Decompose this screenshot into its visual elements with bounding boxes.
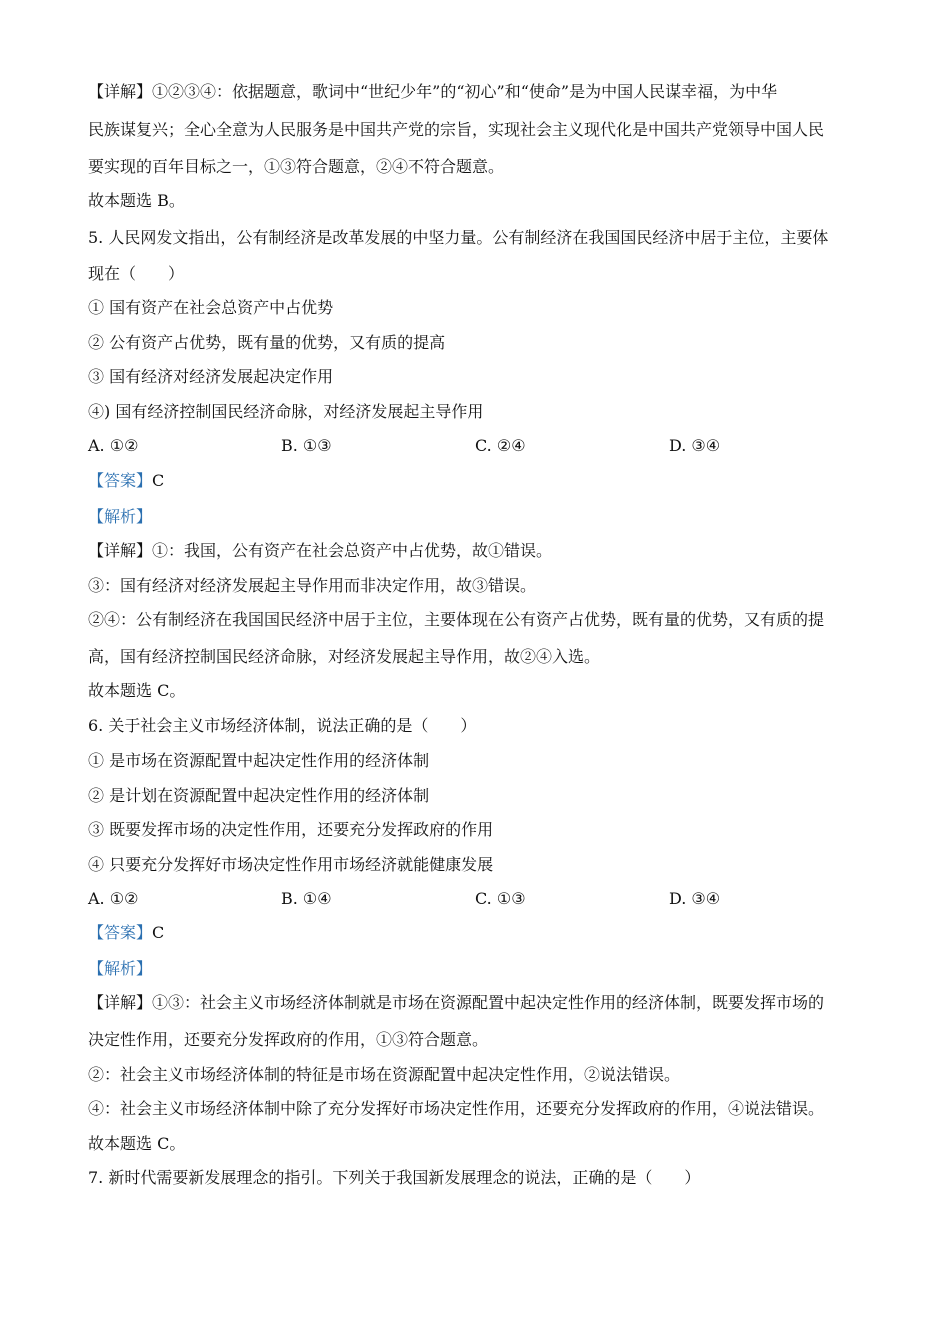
question-6-statement-4: ④ 只要充分发挥好市场决定性作用市场经济就能健康发展 xyxy=(88,855,494,874)
answer-tag: 【答案】 xyxy=(88,471,153,490)
question-5-option-c: C. ②④ xyxy=(475,436,526,455)
conclusion-q4: 故本题选 B。 xyxy=(88,191,185,210)
conclusion-q6: 故本题选 C。 xyxy=(88,1134,186,1153)
question-5-detail-line-4: 高，国有经济控制国民经济命脉，对经济发展起主导作用，故②④入选。 xyxy=(88,647,601,666)
question-5-detail-line-1: 【详解】①：我国，公有资产在社会总资产中占优势，故①错误。 xyxy=(88,541,553,560)
question-5-statement-1: ① 国有资产在社会总资产中占优势 xyxy=(88,298,334,317)
detail-q4-line-1: 【详解】①②③④：依据题意，歌词中“世纪少年”的“初心”和“使命”是为中国人民谋幸福，为中华 xyxy=(88,82,778,101)
question-5-option-a: A. ①② xyxy=(88,436,139,455)
question-6-detail-line-2: 决定性作用，还要充分发挥政府的作用，①③符合题意。 xyxy=(88,1030,489,1049)
question-5-statement-4: ④) 国有经济控制国民经济命脉，对经济发展起主导作用 xyxy=(88,402,484,421)
answer-value: C xyxy=(152,471,165,490)
question-6-analysis-tag: 【解析】 xyxy=(88,959,153,978)
question-6-option-d: D. ③④ xyxy=(669,889,721,908)
question-5-analysis-tag: 【解析】 xyxy=(88,507,153,526)
detail-q4-line-2: 民族谋复兴；全心全意为人民服务是中国共产党的宗旨，实现社会主义现代化是中国共产党领导中国人民 xyxy=(88,120,825,139)
question-6-line-1: 6. 关于社会主义市场经济体制，说法正确的是（ ） xyxy=(88,716,477,735)
question-5-statement-3: ③ 国有经济对经济发展起决定作用 xyxy=(88,367,334,386)
conclusion-q5: 故本题选 C。 xyxy=(88,681,186,700)
question-6-statement-1: ① 是市场在资源配置中起决定性作用的经济体制 xyxy=(88,751,430,770)
question-6-statement-3: ③ 既要发挥市场的决定性作用，还要充分发挥政府的作用 xyxy=(88,820,494,839)
question-6-statement-2: ② 是计划在资源配置中起决定性作用的经济体制 xyxy=(88,786,430,805)
question-6-option-c: C. ①③ xyxy=(475,889,526,908)
detail-q4-line-3: 要实现的百年目标之一，①③符合题意，②④不符合题意。 xyxy=(88,157,505,176)
question-5-option-d: D. ③④ xyxy=(669,436,721,455)
question-6-option-a: A. ①② xyxy=(88,889,139,908)
answer-value: C xyxy=(152,923,165,942)
question-5-detail-line-2: ③：国有经济对经济发展起主导作用而非决定作用，故③错误。 xyxy=(88,576,537,595)
question-6-option-b: B. ①④ xyxy=(281,889,332,908)
question-6-answer xyxy=(88,923,164,943)
question-5-detail-line-3: ②④：公有制经济在我国国民经济中居于主位，主要体现在公有资产占优势，既有量的优势，又有质的提 xyxy=(88,610,825,629)
question-7-line-1: 7. 新时代需要新发展理念的指引。下列关于我国新发展理念的说法，正确的是（ ） xyxy=(88,1168,701,1187)
question-6-detail-line-3: ②：社会主义市场经济体制的特征是市场在资源配置中起决定性作用，②说法错误。 xyxy=(88,1065,681,1084)
question-5-option-b: B. ①③ xyxy=(281,436,332,455)
question-6-detail-line-4: ④：社会主义市场经济体制中除了充分发挥好市场决定性作用，还要充分发挥政府的作用，④说法错误。 xyxy=(88,1099,825,1118)
question-5-answer xyxy=(88,471,164,491)
question-5-statement-2: ② 公有资产占优势，既有量的优势，又有质的提高 xyxy=(88,333,446,352)
answer-tag: 【答案】 xyxy=(88,923,153,942)
question-5-line-2: 现在（ ） xyxy=(88,264,185,283)
question-6-detail-line-1: 【详解】①③：社会主义市场经济体制就是市场在资源配置中起决定性作用的经济体制，既要发挥市场的 xyxy=(88,993,825,1012)
question-5-line-1: 5. 人民网发文指出，公有制经济是改革发展的中坚力量。公有制经济在我国国民经济中居于主位，主要体 xyxy=(88,228,829,247)
